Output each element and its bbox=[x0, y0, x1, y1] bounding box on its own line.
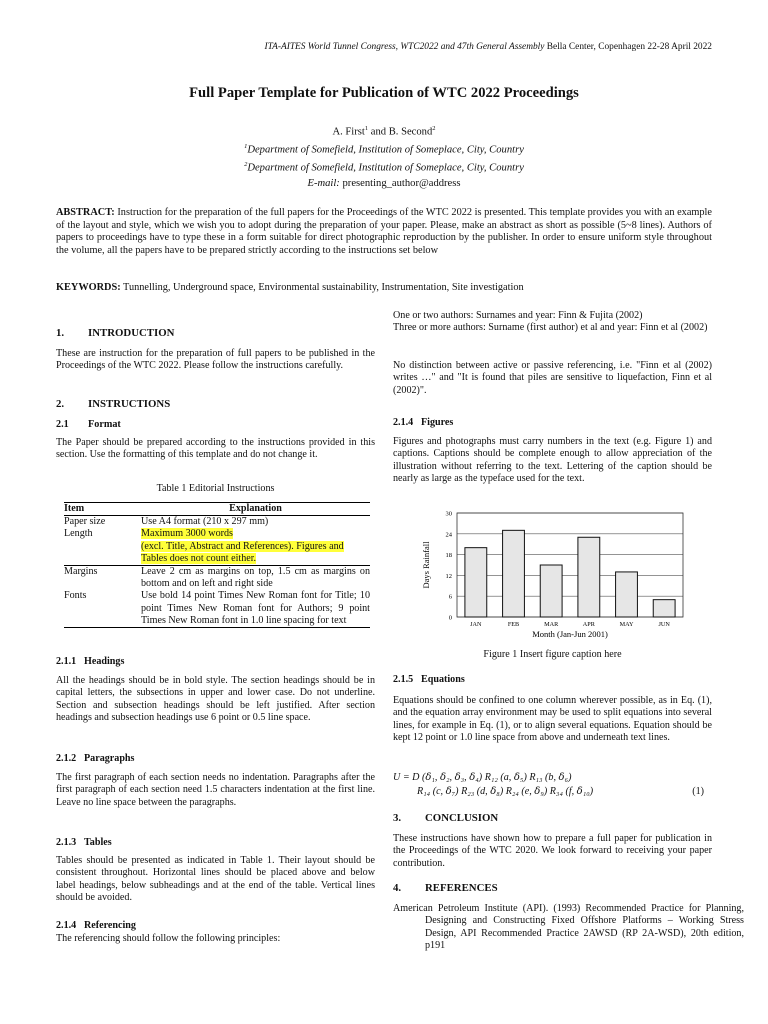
section-title: INSTRUCTIONS bbox=[88, 398, 171, 410]
header-italic: ITA-AITES World Tunnel Congress, WTC2022 and 47th General Assembly bbox=[264, 42, 545, 52]
table-cell: Use A4 format (210 x 297 mm) bbox=[141, 516, 269, 528]
author-sup: 2 bbox=[432, 125, 436, 132]
rainfall-bar-chart bbox=[393, 503, 712, 643]
author-second: and B. Second bbox=[368, 126, 433, 138]
y-axis-label: Days Rainfall bbox=[421, 541, 431, 589]
aff-sup: 1 bbox=[244, 143, 248, 151]
x-tick-label: MAY bbox=[619, 621, 634, 628]
y-tick-label: 18 bbox=[445, 552, 452, 560]
subsubsection-title: Paragraphs bbox=[84, 753, 135, 764]
table-cell: Margins bbox=[64, 566, 98, 578]
email-label: E-mail: bbox=[307, 177, 340, 189]
paragraph: The first paragraph of each section needs no indentation. Paragraphs after the first paragraph of each section need 1.5 characters indentation at the first line. Leave no line space between the paragraphs. bbox=[56, 772, 375, 808]
highlighted-text: (excl. Title, Abstract and References). Figures and Tables does not count either. bbox=[141, 540, 344, 564]
equation-number: (1) bbox=[692, 786, 704, 797]
paragraph: The Paper should be prepared according to the instructions provided in this section. Use the formatting of this template and do not change it. bbox=[56, 437, 375, 461]
bar bbox=[540, 565, 562, 617]
subsubsection-title: Figures bbox=[421, 417, 454, 428]
subsubsection-heading bbox=[393, 417, 712, 429]
subsubsection-number: 2.1.5 bbox=[393, 674, 414, 685]
subsection-heading bbox=[56, 419, 375, 431]
paragraph: These are instruction for the preparation of full papers to be published in the Proceedings of the WTC 2022. Please follow the instructions carefully. bbox=[56, 348, 375, 372]
author-names bbox=[0, 122, 768, 140]
equation-line: U = D (𝛿₁, 𝛿₂, 𝛿₃, 𝛿₄) R₁₂ (a, 𝛿₅) R₁₃ (b, 𝛿₆) bbox=[393, 772, 572, 783]
x-tick-label: FEB bbox=[507, 621, 520, 628]
paragraph: Three or more authors: Surname (first author) et al and year: Finn et al (2002) bbox=[393, 322, 708, 333]
y-tick-label: 30 bbox=[445, 510, 452, 518]
y-tick-label: 6 bbox=[448, 593, 452, 601]
keywords-text: Tunnelling, Underground space, Environmental sustainability, Instrumentation, Site investigation bbox=[120, 282, 524, 293]
table-cell: Leave 2 cm as margins on top, 1.5 cm as margins on bottom and on left and right side bbox=[141, 566, 370, 590]
x-tick-label: APR bbox=[582, 621, 595, 628]
paragraph: One or two authors: Surnames and year: Finn & Fujita (2002) bbox=[393, 310, 643, 321]
editorial-table bbox=[64, 502, 370, 628]
section-number: 2. bbox=[56, 398, 65, 410]
affiliation-1 bbox=[0, 140, 768, 158]
table-row bbox=[64, 590, 370, 627]
section-heading bbox=[393, 882, 712, 894]
highlighted-text: Maximum 3000 words bbox=[141, 528, 233, 540]
paper-title: Full Paper Template for Publication of WTC 2022 Proceedings bbox=[189, 85, 579, 101]
paragraph: No distinction between active or passive referencing, i.e. "Finn et al (2002) writes …" and "It is found that piles are sensitive to liquefaction, Finn et al (2002)". bbox=[393, 360, 712, 396]
table-cell: Paper size bbox=[64, 516, 106, 528]
paragraph: Tables should be presented as indicated in Table 1. Their layout should be consistent throughout. Horizontal lines should be placed above and below label headings, below subheadings and at the end of the table. Vertical lines should be avoided. bbox=[56, 855, 375, 903]
section-title: REFERENCES bbox=[425, 882, 498, 894]
y-tick-label: 12 bbox=[445, 572, 452, 580]
affiliation-2 bbox=[0, 158, 768, 176]
section-heading bbox=[393, 812, 712, 824]
subsubsection-title: Referencing bbox=[84, 920, 136, 931]
x-tick-label: MAR bbox=[544, 621, 559, 628]
subsection-number: 2.1 bbox=[56, 419, 69, 430]
paragraph: The referencing should follow the following principles: bbox=[56, 933, 281, 944]
author-block bbox=[0, 122, 768, 191]
plot-frame bbox=[457, 513, 683, 617]
paragraph: These instructions have shown how to prepare a full paper for publication in the Proceedings of the WTC 2020. We look forward to receiving your paper contribution. bbox=[393, 833, 712, 869]
aff-text: Department of Somefield, Institution of Someplace, City, Country bbox=[247, 144, 524, 156]
running-header bbox=[264, 42, 712, 52]
subsubsection-number: 2.1.2 bbox=[56, 753, 77, 764]
abstract-text: Instruction for the preparation of the full papers for the Proceedings of the WTC 2022 is presented. This template provides you with an example of the layout and style, which we wish you to adopt during the preparation of your paper. Please, make an abstract as short as possible (5~8 lines). Authors of papers to proceedings have to type these in a form suitable for direct photographic reproduction by the publisher. In order to ensure uniform style throughout the volume, all the papers have to be prepared strictly according to the instructions set below bbox=[56, 207, 712, 256]
reference-item: American Petroleum Institute (API). (1993) Recommended Practice for Planning, Designing and Constructing Fixed Offshore Platforms – Working Stress Design, API Recommended Practice 2AWSD (RP 2A-WSD), 20th edition, p191 bbox=[393, 903, 744, 951]
equation-line: R₁₄ (c, 𝛿₇) R₂₃ (d, 𝛿₈) R₂₄ (e, 𝛿₉) R₃₄ (f, 𝛿₁₀) bbox=[417, 786, 594, 797]
section-number: 4. bbox=[393, 882, 402, 894]
keywords-label: KEYWORDS: bbox=[56, 282, 121, 293]
author-sup: 1 bbox=[364, 125, 369, 132]
paragraph: Equations should be confined to one column wherever possible, as in Eq. (1), and the equation array environment may be used to split equations into several lines, for example in Eq. (1), or to align several equations. Equation should be kept 12 point or 1.0 line space from above and underneath text lines. bbox=[393, 695, 712, 743]
table-row bbox=[64, 516, 370, 529]
section-number: 1. bbox=[56, 327, 65, 339]
section-title: INTRODUCTION bbox=[88, 327, 175, 339]
abstract-label: ABSTRACT: bbox=[56, 207, 115, 218]
y-tick-label: 0 bbox=[448, 614, 452, 622]
subsubsection-number: 2.1.3 bbox=[56, 837, 77, 848]
table-cell: Length bbox=[64, 528, 141, 565]
section-heading bbox=[56, 327, 375, 339]
x-tick-label: JAN bbox=[470, 621, 482, 628]
table-row bbox=[64, 566, 370, 591]
table-caption: Table 1 Editorial Instructions bbox=[156, 483, 275, 494]
paragraph: All the headings should be in bold style. The section headings should be in capital letters, the subsections in upper and lower case. Do not underline. Section and subsection headings should be left justified. After section headings and subsection headings use 6 point or 0.5 line space. bbox=[56, 675, 375, 723]
aff-text: Department of Somefield, Institution of Someplace, City, Country bbox=[247, 163, 524, 174]
email-address: presenting_author@address bbox=[339, 177, 461, 189]
subsubsection-heading bbox=[56, 920, 375, 932]
email-line bbox=[0, 177, 768, 192]
figure-caption: Figure 1 Insert figure caption here bbox=[483, 649, 622, 660]
subsubsection-number: 2.1.1 bbox=[56, 656, 77, 667]
subsubsection-title: Equations bbox=[421, 674, 465, 685]
author-first: A. First bbox=[332, 126, 365, 138]
subsubsection-title: Headings bbox=[84, 656, 125, 667]
subsubsection-heading bbox=[56, 837, 375, 849]
bar bbox=[578, 537, 600, 617]
section-number: 3. bbox=[393, 812, 402, 824]
subsubsection-number: 2.1.4 bbox=[393, 417, 414, 428]
bar bbox=[616, 572, 638, 617]
table-cell: Fonts bbox=[64, 590, 141, 627]
y-tick-label: 24 bbox=[445, 531, 452, 539]
table-header: Explanation bbox=[141, 503, 370, 516]
table-header: Item bbox=[64, 503, 141, 516]
table-row bbox=[64, 528, 370, 565]
subsubsection-heading bbox=[56, 753, 375, 765]
x-tick-label: JUN bbox=[658, 621, 670, 628]
bar bbox=[503, 530, 525, 617]
keywords bbox=[56, 282, 712, 295]
header-venue: Bella Center, Copenhagen 22-28 April 2022 bbox=[546, 42, 712, 52]
subsection-title: Format bbox=[88, 419, 121, 430]
bar bbox=[465, 548, 487, 617]
table-cell: Use bold 14 point Times New Roman font for Title; 10 point Times New Roman font for Authors; 9 point Times New Roman font in 1.0 line spacing for text bbox=[141, 590, 370, 626]
abstract bbox=[56, 207, 712, 257]
aff-sup: 2 bbox=[244, 161, 248, 169]
bar bbox=[653, 600, 675, 617]
subsubsection-title: Tables bbox=[84, 837, 112, 848]
section-title: CONCLUSION bbox=[425, 812, 499, 824]
paragraph: Figures and photographs must carry numbers in the text (e.g. Figure 1) and captions. Captions should be complete enough to allow appreciation of the illustration without referring to the text. Lettering of the caption should be nearly as large as the typeface used for the text. bbox=[393, 436, 712, 484]
section-heading bbox=[56, 398, 375, 410]
subsubsection-heading bbox=[56, 656, 375, 668]
x-axis-label: Month (Jan-Jun 2001) bbox=[532, 629, 608, 639]
subsubsection-heading bbox=[393, 674, 712, 686]
subsubsection-number: 2.1.4 bbox=[56, 920, 77, 931]
table-cell bbox=[141, 528, 370, 565]
